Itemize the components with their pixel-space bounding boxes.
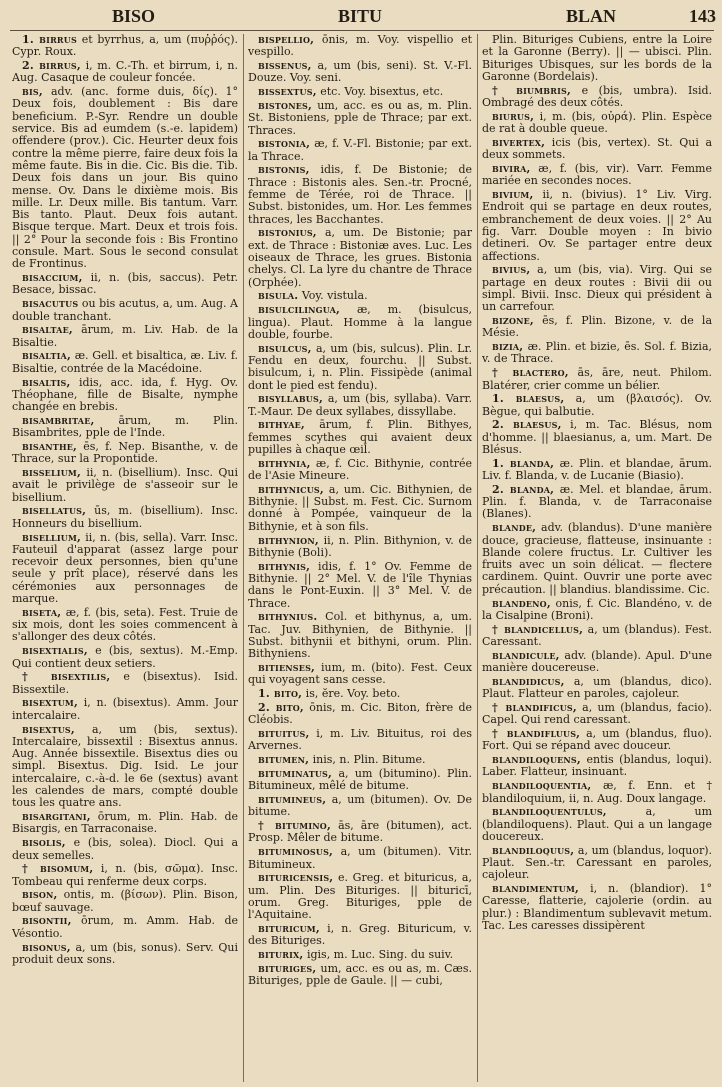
entry-definition: a, um (bitumen). Vitr. Bitumineux. — [248, 845, 472, 871]
entry-definition: a, um (βλαισός). Ov. Bègue, qui balbutie. — [482, 392, 712, 418]
entry-definition: et byrrhus, a, um (πυῤῥός). Cypr. Roux. — [12, 34, 238, 59]
entry-definition: e (bis, sextus). M.-Emp. Qui contient deux setiers. — [12, 644, 238, 670]
entry-definition: ontis, m. (βίσων). Plin. Bison, bœuf sauvage. — [12, 888, 238, 914]
dictionary-entry — [248, 561, 472, 610]
dictionary-entry — [12, 415, 238, 440]
entry-headword: bisargitani, — [22, 810, 91, 824]
dictionary-entry — [248, 484, 472, 533]
entry-headword: bitienses, — [258, 661, 316, 675]
entry-headword: 2. birrus, — [22, 59, 81, 73]
dictionary-entry — [482, 367, 712, 392]
entry-headword: bizone, — [492, 314, 534, 328]
entry-headword: bituitus, — [258, 727, 310, 741]
entry-headword: bithynis, — [258, 559, 311, 573]
entry-headword: bituminosus, — [258, 845, 334, 859]
dictionary-entry — [12, 377, 238, 414]
entry-definition: i, m. Tac. Blésus, nom d'homme. || blaesianus, a, um. Mart. De Blésus. — [482, 418, 712, 456]
dictionary-entry — [482, 189, 712, 263]
entry-headword: bissextus, — [258, 85, 317, 99]
dictionary-entry — [248, 794, 472, 819]
dictionary-entry — [248, 846, 472, 871]
entry-headword: bisaltia, — [22, 349, 71, 363]
dictionary-entry — [12, 724, 238, 810]
entry-definition: idis, acc. ida, f. Hyg. Ov. Théophane, fille de Bisalte, nymphe changée en brebis. — [12, 375, 238, 414]
dictionary-entry — [482, 419, 712, 456]
entry-headword: 1. birrus — [22, 34, 77, 46]
dictionary-entry — [248, 86, 472, 98]
entry-headword: bisacutus — [22, 297, 79, 311]
dictionary-entry — [12, 915, 238, 940]
dictionary-entry — [248, 60, 472, 85]
header-right-word: BLAN — [566, 6, 617, 26]
dictionary-entry — [248, 393, 472, 418]
dictionary-entry — [248, 343, 472, 392]
entry-definition: adv. (anc. forme duis, δίς). 1° Deux fois, doublement : Bis dare beneficium. P.-Syr. Rendre un double service. Bis ad eumdem (s.-e. lapidem) offendere (prov.). Cic. Heurter deux fois contre la même pierre, faire deux fois la même faute. Bis in die. Cic. Bis die. Tib. Deux fois dans un jour. Bis quino mense. Ov. Dans le dixième mois. Bis mille. Lr. Deux mille. Bis tantum. Varr. Bis tanto. Plaut. Deux fois autant. Bisque terque. Mart. Deux et trois fois. || 2° Pour la seconde fois : Bis Frontino consule. Mart. Sous le second consulat de Frontinus. — [12, 85, 238, 271]
entry-definition: e (bis, umbra). Isid. Ombragé des deux côtés. — [482, 83, 712, 109]
entry-headword: 1. blaesus, — [492, 392, 565, 406]
dictionary-entry — [248, 164, 472, 225]
entry-headword: bisellium, — [22, 530, 82, 544]
dictionary-entry — [482, 484, 712, 521]
entry-definition: a, um (blandus, loquor). Plaut. Sen.-tr. Caressant en paroles, cajoleur. — [482, 843, 712, 882]
entry-definition: e (bisextus). Isid. Bissextile. — [12, 670, 238, 696]
dictionary-entry — [12, 505, 238, 530]
column-1 — [12, 34, 238, 1082]
dictionary-entry — [12, 60, 238, 85]
dictionary-entry — [248, 100, 472, 137]
entry-headword: bisontii, — [22, 914, 72, 928]
entry-headword: blandimentum, — [492, 882, 580, 896]
dictionary-entry — [248, 949, 472, 961]
entry-headword: bisextus, — [22, 722, 75, 736]
column-separator — [243, 34, 244, 1082]
entry-definition: inis, n. Plin. Bitume. — [312, 753, 426, 767]
entry-definition: a, um. De Bistonie; par ext. de Thrace : Bistoniæ aves. Luc. Les oiseaux de Thrace, les grues. Bistonia chelys. Cl. La lyre du chantre de Thrace (Orphée). — [248, 226, 472, 289]
entry-definition: ii, n. (bivius). 1° Liv. Virg. Endroit qui se partage en deux routes, embranchement de deux voies. || 2° Au fig. Varr. Double moyen : In bivio detineri. Ov. Se partager entre deux affections. — [482, 188, 712, 263]
entry-definition: æ, f. (bis, seta). Fest. Truie de six mois, dont les soies commencent à s'allonger des deux côtés. — [12, 605, 238, 644]
dictionary-entry — [12, 607, 238, 644]
column-2 — [248, 34, 472, 1082]
entry-definition: ūs, m. (bisellium). Insc. Honneurs du bisellium. — [12, 504, 238, 530]
entry-headword: bisyllabus, — [258, 392, 323, 406]
entry-definition: ii, n. (bis, sella). Varr. Insc. Fauteuil d'apparat (assez large pour recevoir deux personnes, bien qu'une seule y prît place), réservé dans les cérémonies aux personnages de marque. — [12, 530, 238, 606]
entry-headword: biseta, — [22, 605, 62, 619]
dictionary-entry — [12, 86, 238, 270]
entry-headword: bisellatus, — [22, 504, 87, 518]
entry-definition: um, acc. es ou as, m. Plin. St. Bistoniens, pple de Thrace; par ext. Thraces. — [248, 98, 472, 137]
entry-headword: blandiloquens, — [492, 753, 581, 767]
entry-headword: bivertex, — [492, 135, 546, 149]
entry-headword: bitumineus, — [258, 793, 327, 807]
dictionary-entry — [482, 393, 712, 418]
entry-headword: bistones, — [258, 98, 313, 112]
dictionary-entry — [248, 820, 472, 845]
dictionary-entry — [12, 942, 238, 967]
entry-definition: æ. Plin. et blandae, ārum. Liv. f. Blanda, v. de Lucanie (Biasio). — [482, 456, 712, 483]
dictionary-entry — [482, 702, 712, 727]
entry-definition: ārum, m. Liv. Hab. de la Bisaltie. — [12, 323, 238, 349]
entry-headword: † blactero, — [492, 366, 569, 380]
column-separator — [477, 34, 478, 1082]
entry-definition: e (bis, solea). Diocl. Qui a deux semelles. — [12, 836, 238, 862]
entry-headword: bitumen, — [258, 753, 310, 767]
entry-headword: bistonius, — [258, 226, 317, 240]
dictionary-entry — [12, 350, 238, 375]
dictionary-entry — [12, 671, 238, 696]
entry-headword: blandiloquentulus, — [492, 805, 607, 819]
entry-headword: † blandifluus, — [492, 727, 581, 741]
entry-headword: bistonis, — [258, 163, 310, 177]
entry-headword: biurus, — [492, 109, 535, 123]
entry-headword: † blandicellus, — [492, 622, 584, 636]
dictionary-entry — [482, 845, 712, 882]
dictionary-entry — [248, 662, 472, 687]
dictionary-entry — [12, 811, 238, 836]
entry-definition: æ, f. Enn. et † blandiloquium, ii, n. Aug. Doux langage. — [482, 779, 712, 805]
entry-definition: a, um (bis, sextus). Intercalaire, bissextil : Bisextus annus. Aug. Année bissextile. Bisextus dies ou simpl. Bisextus. Dig. Isid. Le jour intercalaire, c.-à-d. le 6e (sextus) avant les calendes de mars, compté double tous les quatre ans. — [12, 722, 238, 810]
entry-definition: ās, āre (bitumen), act. Prosp. Mêler de bitume. — [248, 819, 472, 845]
entry-definition: i, n. Greg. Bituricum, v. des Bituriges. — [248, 921, 472, 948]
dictionary-entry — [248, 611, 472, 660]
entry-headword: bisaltae, — [22, 323, 73, 337]
entry-headword: bisambritae, — [22, 413, 95, 427]
entry-definition: ēs, f. Plin. Bizone, v. de la Mésie. — [482, 314, 712, 340]
dictionary-entry — [482, 458, 712, 483]
entry-definition: ou bis acutus, a, um. Aug. A double tranchant. — [12, 297, 238, 323]
dictionary-entry — [248, 768, 472, 793]
dictionary-entry — [12, 324, 238, 349]
entry-definition: ōrum, m. Amm. Hab. de Vésontio. — [12, 914, 238, 940]
entry-headword: bisonus, — [22, 940, 71, 954]
entry-headword: bisulcilingua, — [258, 303, 341, 317]
dictionary-entry — [482, 85, 712, 110]
entry-definition: a, um (blandus, fluo). Fort. Qui se répand avec douceur. — [482, 727, 712, 753]
dictionary-entry — [482, 598, 712, 623]
entry-definition: is, ĕre. Voy. beto. — [305, 687, 401, 701]
header-left-word: BISO — [112, 6, 156, 26]
entry-definition: æ. Mel. et blandae, ārum. Plin. f. Blanda, v. de Tarraconaise (Blanes). — [482, 482, 712, 521]
entry-definition: Voy. vistula. — [301, 289, 368, 303]
entry-definition: um, acc. es ou as, m. Cæs. Bituriges, pple de Gaule. || — cubi, — [248, 961, 472, 988]
entry-definition: entis (blandus, loqui). Laber. Flatteur, insinuant. — [482, 753, 712, 779]
entry-definition: a, um (bitumino). Plin. Bitumineux, mêlé de bitume. — [248, 766, 472, 793]
dictionary-entry — [12, 441, 238, 466]
entry-headword: bithynia, — [258, 456, 311, 470]
entry-headword: bisanthe, — [22, 440, 78, 453]
entry-definition: idis, f. 1° Ov. Femme de Bithynie. || 2° Mel. V. de l'île Thynias dans le Pont-Euxin. || 3° Mel. V. de Thrace. — [248, 559, 472, 610]
entry-headword: † bitumino, — [258, 819, 332, 833]
entry-definition: ōnis, m. Cic. Biton, frère de Cléobis. — [248, 700, 472, 727]
entry-definition: a, um (bis, syllaba). Varr. T.-Maur. De deux syllabes, dissyllabe. — [248, 392, 472, 418]
entry-definition: icis (bis, vertex). St. Qui a deux sommets. — [482, 135, 712, 162]
dictionary-entry — [248, 728, 472, 753]
entry-headword: blandidicus, — [492, 674, 565, 688]
dictionary-entry — [12, 863, 238, 888]
entry-headword: bithyae, — [258, 418, 305, 432]
entry-definition: i, m. (bis, οὐρά). Plin. Espèce de rat à double queue. — [482, 109, 712, 136]
header-rule — [10, 30, 714, 31]
entry-definition: Plin. Bituriges Cubiens, entre la Loire et la Garonne (Berry). || — ubisci. Plin. Bituriges Ubisques, sur les bords de la Garonne (Bordelais). — [482, 34, 712, 83]
entry-definition: e. Greg. et bituricus, a, um. Plin. Des Bituriges. || bituricī, orum. Greg. Bituriges, pple de l'Aquitaine. — [248, 871, 472, 922]
entry-definition: a, um (bitumen). Ov. De bitume. — [248, 793, 472, 819]
dictionary-entry — [12, 272, 238, 297]
entry-definition: adv. (blande). Apul. D'une manière doucereuse. — [482, 648, 712, 675]
entry-definition: a, um (blandus, dico). Plaut. Flatteur en paroles, cajoleur. — [482, 674, 712, 701]
dictionary-entry — [482, 522, 712, 596]
dictionary-entry — [248, 304, 472, 341]
entry-definition: æ, m. (bisulcus, lingua). Plaut. Homme à la langue double, fourbe. — [248, 303, 472, 341]
dictionary-entry — [248, 290, 472, 302]
entry-definition: a, um. Cic. Bithynien, de Bithynie. || Subst. m. Fest. Cic. Surnom donné à Pompée, vainqueur de la Bithynie, et à son fils. — [248, 482, 472, 533]
entry-definition: æ, f. Cic. Bithynie, contrée de l'Asie Mineure. — [248, 456, 472, 483]
dictionary-entry — [482, 264, 712, 313]
entry-headword: bivium, — [492, 188, 534, 202]
entry-definition: etc. Voy. bisextus, etc. — [320, 85, 444, 99]
entry-definition: a, um (bis, seni). St. V.-Fl. Douze. Voy. seni. — [248, 59, 472, 85]
entry-headword: bisaccium, — [22, 271, 83, 285]
dictionary-entry — [482, 315, 712, 340]
entry-headword: bivira, — [492, 161, 531, 175]
entry-headword: blandicule, — [492, 648, 560, 662]
dictionary-entry — [482, 780, 712, 805]
dictionary-entry — [12, 889, 238, 914]
entry-headword: 2. bito, — [258, 700, 304, 714]
entry-definition: idis, f. De Bistonie; de Thrace : Bistonis ales. Sen.-tr. Procné, femme de Térée, roi de Thrace. || Subst. bistonides, um. Hor. Les femmes thraces, les Bacchantes. — [248, 163, 472, 226]
dictionary-entry — [482, 883, 712, 932]
entry-headword: bisaltis, — [22, 375, 71, 389]
entry-headword: † bisextilis, — [22, 670, 111, 684]
entry-definition: ās, āre, neut. Philom. Blatérer, crier comme un bélier. — [482, 366, 712, 392]
entry-headword: bituricensis, — [258, 871, 334, 885]
entry-headword: blande, — [492, 521, 537, 535]
entry-definition: æ, f. V.-Fl. Bistonie; par ext. la Thrace. — [248, 137, 472, 163]
dictionary-entry — [482, 341, 712, 366]
dictionary-entry — [248, 754, 472, 766]
entry-definition: ium, m. (bito). Fest. Ceux qui voyagent sans cesse. — [248, 661, 472, 687]
entry-headword: bisextum, — [22, 696, 79, 710]
dictionary-entry — [248, 138, 472, 163]
entry-definition: Col. et bithynus, a, um. Tac. Juv. Bithynien, de Bithynie. || Subst. bithynii et bithyni, orum. Plin. Bithyniens. — [248, 610, 472, 661]
dictionary-entry — [248, 688, 472, 700]
dictionary-entry — [12, 837, 238, 862]
entry-definition: igis, m. Luc. Sing. du suiv. — [306, 948, 454, 962]
entry-headword: bispellio, — [258, 34, 315, 46]
dictionary-entry — [248, 535, 472, 560]
entry-headword: 1. blanda, — [492, 456, 555, 470]
entry-definition: i, m. C.-Th. et birrum, i, n. Aug. Casaque de couleur foncée. — [12, 59, 238, 85]
entry-headword: blandeno, — [492, 596, 551, 610]
entry-definition: i, n. (bisextus). Amm. Jour intercalaire. — [12, 696, 238, 722]
page-number: 143 — [689, 6, 716, 26]
header-middle-word: BITU — [338, 6, 383, 26]
entry-definition: i, n. (blandior). 1° Caresse, flatterie, cajolerie (ordin. au plur.) : Blandimentum sublevavit metum. Tac. Les caresses dissipèrent — [482, 882, 712, 932]
entry-headword: blandiloquentia, — [492, 779, 592, 793]
dictionary-entry — [248, 963, 472, 988]
entry-headword: bivius, — [492, 263, 531, 277]
entry-headword: bisula. — [258, 289, 299, 303]
entry-definition: æ. Plin. et bizie, ēs. Sol. f. Bizia, v. de Thrace. — [482, 340, 712, 366]
entry-headword: bisolis, — [22, 836, 66, 850]
dictionary-entry — [482, 111, 712, 136]
entry-definition: ōnis, m. Voy. vispellio et vespillo. — [248, 34, 472, 59]
dictionary-entry — [482, 650, 712, 675]
dictionary-entry — [248, 923, 472, 948]
dictionary-entry — [482, 137, 712, 162]
entry-headword: † bisomum, — [22, 862, 94, 876]
entry-headword: † blandificus, — [492, 700, 577, 714]
dictionary-entry — [248, 227, 472, 288]
entry-definition: adv. (blandus). D'une manière douce, gracieuse, flatteuse, insinuante : Blande colere fructus. Lr. Cultiver les fruits avec un soin délicat. — flectere cardinem. Quint. Ouvrir une porte avec précaution. || blandius. blandissime. Cic. — [482, 521, 712, 596]
entry-headword: bizia, — [492, 340, 524, 354]
entry-headword: † biumbris, — [492, 83, 572, 97]
dictionary-entry — [248, 458, 472, 483]
entry-headword: bisselium, — [22, 466, 82, 480]
entry-definition: ōrum, m. Plin. Hab. de Bisargis, en Tarraconaise. — [12, 810, 238, 836]
dictionary-entry — [12, 34, 238, 59]
entry-definition: ii, n. (bisellium). Insc. Qui avait le privilège de s'asseoir sur le bisellium. — [12, 466, 238, 504]
entry-headword: 1. bito, — [258, 687, 303, 701]
columns — [12, 34, 712, 1082]
entry-headword: bissenus, — [258, 59, 312, 73]
dictionary-entry — [12, 532, 238, 606]
entry-headword: bituminatus, — [258, 766, 333, 780]
entry-definition: a, um (bis, via). Virg. Qui se partage en deux routes : Bivii dii ou simpl. Bivii. Insc. Dieux qui président à un carrefour. — [482, 263, 712, 314]
entry-definition: onis, f. Cic. Blandéno, v. de la Cisalpine (Broni). — [482, 596, 712, 622]
entry-definition: ārum, f. Plin. Bithyes, femmes scythes qui avaient deux pupilles à chaque œil. — [248, 418, 472, 456]
dictionary-entry — [482, 163, 712, 188]
dictionary-entry — [248, 34, 472, 59]
entry-headword: bituricum, — [258, 921, 320, 935]
dictionary-entry — [12, 298, 238, 323]
dictionary-entry — [482, 624, 712, 649]
dictionary-entry — [12, 467, 238, 504]
entry-headword: bis, — [22, 85, 43, 99]
entry-definition: a, um (blandus, facio). Capel. Qui rend caressant. — [482, 700, 712, 727]
dictionary-entry — [248, 702, 472, 727]
entry-definition: ārum, m. Plin. Bisambrites, pple de l'Inde. — [12, 413, 238, 440]
entry-definition: ii, n. (bis, saccus). Petr. Besace, bissac. — [12, 271, 238, 297]
entry-headword: bison, — [22, 888, 58, 902]
entry-headword: biturix, — [258, 948, 304, 962]
entry-definition: a, um (bis, sulcus). Plin. Lr. Fendu en deux, fourchu. || Subst. bisulcum, i, n. Plin. Fissipède (animal dont le pied est fendu). — [248, 341, 472, 392]
entry-headword: bithynion, — [258, 533, 319, 547]
entry-headword: 2. blaesus, — [492, 418, 562, 432]
column-3 — [482, 34, 712, 1082]
dictionary-entry — [482, 34, 712, 83]
entry-definition: ii, n. Plin. Bithynion, v. de Bithynie (Boli). — [248, 533, 472, 559]
entry-definition: a, um (blandus). Fest. Caressant. — [482, 622, 712, 648]
entry-definition: æ, f. (bis, vir). Varr. Femme mariée en secondes noces. — [482, 161, 712, 188]
dictionary-entry — [248, 872, 472, 921]
dictionary-entry — [482, 806, 712, 843]
dictionary-entry — [482, 676, 712, 701]
entry-definition: i, n. (bis, σῶμα). Insc. Tombeau qui renferme deux corps. — [12, 862, 238, 888]
dictionary-entry — [248, 419, 472, 456]
entry-headword: bisulcus, — [258, 341, 312, 355]
dictionary-entry — [12, 697, 238, 722]
entry-headword: bithynicus, — [258, 482, 324, 496]
entry-headword: blandiloquus, — [492, 843, 575, 857]
entry-headword: bistonia, — [258, 137, 311, 151]
entry-headword: bithynius. — [258, 610, 318, 624]
entry-definition: ēs, f. Nep. Bisanthe, v. de Thrace, sur la Propontide. — [12, 440, 238, 466]
dictionary-entry — [482, 728, 712, 753]
dictionary-entry — [482, 754, 712, 779]
entry-headword: bituriges, — [258, 961, 317, 975]
entry-definition: a, um (bis, sonus). Serv. Qui produit deux sons. — [12, 940, 238, 966]
entry-definition: a, um (blandiloquens). Plaut. Qui a un langage doucereux. — [482, 805, 712, 843]
entry-definition: i, m. Liv. Bituitus, roi des Arvernes. — [248, 727, 472, 753]
entry-headword: 2. blanda, — [492, 482, 555, 496]
dictionary-entry — [12, 645, 238, 670]
entry-headword: bisextialis, — [22, 644, 88, 658]
entry-definition: æ. Gell. et bisaltica, æ. Liv. f. Bisaltie, contrée de la Macédoine. — [12, 349, 238, 375]
